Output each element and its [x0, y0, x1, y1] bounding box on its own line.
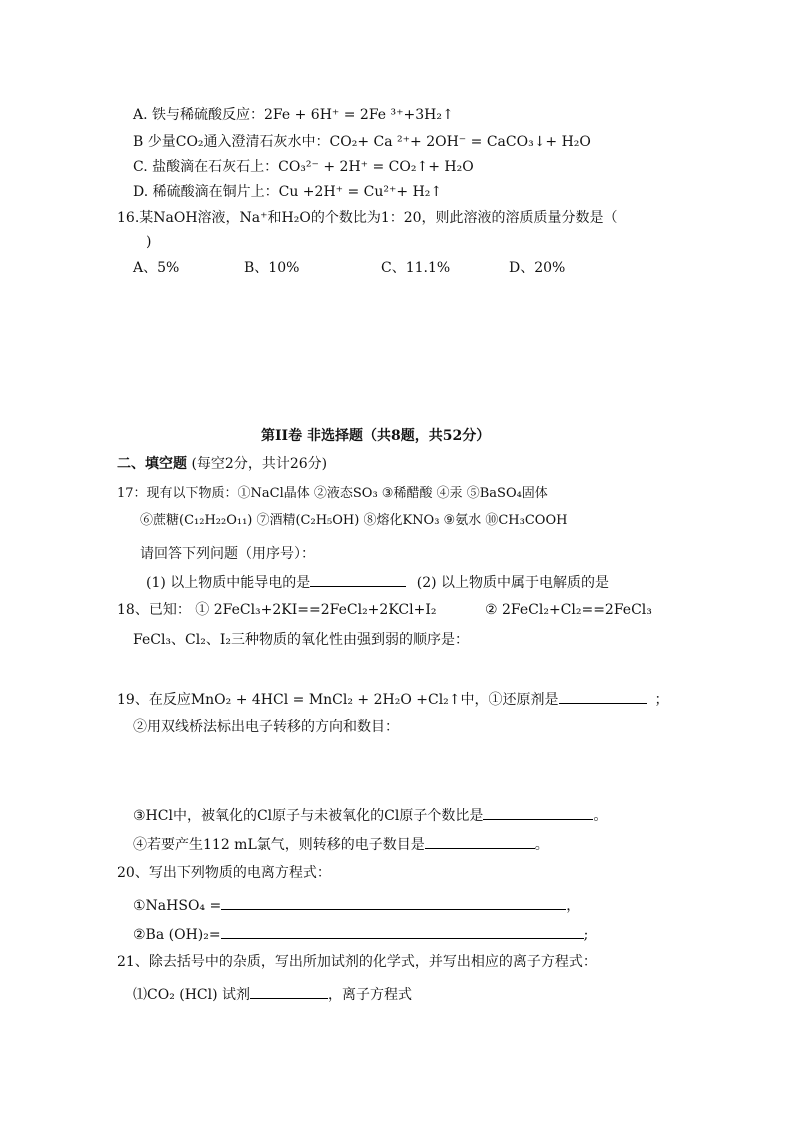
q20-comma: ， [566, 898, 581, 914]
q18-line1: 18、已知： ① 2FeCl₃+2KI==2FeCl₂+2KCl+I₂ [117, 602, 437, 618]
q20-baoh2: ②Ba (OH)₂= [133, 927, 221, 943]
q17-q2: (2) 以上物质中属于电解质的是 [416, 575, 610, 591]
q19-answer-blank-4[interactable] [425, 834, 535, 849]
q16-stem: 16.某NaOH溶液，Na⁺和H₂O的个数比为1：20，则此溶液的溶质质量分数是（ [117, 210, 618, 226]
q16-option-b: B、10% [244, 260, 300, 276]
q21-line1: 21、除去括号中的杂质，写出所加试剂的化学式，并写出相应的离子方程式： [117, 954, 597, 970]
q20-line3 [133, 924, 588, 944]
q18-line2: FeCl₃、Cl₂、I₂三种物质的氧化性由强到弱的顺序是： [133, 632, 469, 648]
q16-option-a: A、5% [133, 260, 180, 276]
q18-line1b: ② 2FeCl₂+Cl₂==2FeCl₃ [485, 602, 652, 618]
q19-period-4: 。 [534, 837, 549, 853]
q19-line2: ②用双线桥法标出电子转移的方向和数目： [133, 719, 399, 735]
q19-line4 [133, 834, 549, 854]
q17-q1: (1) 以上物质中能导电的是 [146, 575, 311, 591]
q19-q1: ①还原剂是 [488, 692, 559, 708]
q17-line4 [146, 572, 609, 592]
q21-answer-blank-1[interactable] [250, 984, 328, 999]
q16-option-c: C、11.1% [381, 260, 451, 276]
q20-answer-blank-2[interactable] [221, 924, 584, 939]
q21-line2 [133, 984, 412, 1004]
q20-line2 [133, 895, 580, 915]
q19-period-3: 。 [593, 808, 608, 824]
option-d: D. 稀硫酸滴在铜片上：Cu +2H⁺ = Cu²⁺+ H₂↑ [133, 184, 443, 200]
q19-line1 [117, 689, 669, 709]
q21-ionic-label: ，离子方程式 [328, 987, 413, 1003]
fill-heading-row [117, 455, 327, 473]
q20-nahso4: ①NaHSO₄ = [133, 898, 222, 914]
q19-answer-blank-1[interactable] [559, 689, 647, 704]
q17-answer-blank-1[interactable] [310, 572, 406, 587]
option-b: B 少量CO₂通入澄清石灰水中：CO₂+ Ca ²⁺+ 2OH⁻ = CaCO₃↓+ H₂O [133, 134, 591, 150]
option-a: A. 铁与稀硫酸反应：2Fe + 6H⁺ = 2Fe ³⁺+3H₂↑ [133, 107, 454, 123]
q17-line3: 请回答下列问题（用序号）： [140, 546, 315, 562]
q20-line1: 20、写出下列物质的电离方程式： [117, 865, 331, 881]
q19-reaction: 19、在反应MnO₂ + 4HCl = MnCl₂ + 2H₂O +Cl₂↑中， [117, 692, 489, 708]
q19-q4: ④若要产生112 mL氯气，则转移的电子数目是 [133, 837, 425, 853]
q16-paren: ) [146, 234, 152, 250]
q19-semicolon: ； [654, 692, 669, 708]
q17-line1: 17：现有以下物质：①NaCl晶体 ②液态SO₃ ③稀醋酸 ④汞 ⑤BaSO₄固体 [117, 486, 548, 501]
part2-heading: 第II卷 非选择题（共8题，共52分） [261, 428, 491, 444]
q20-semicolon: ; [583, 927, 589, 943]
q19-line3 [133, 805, 607, 825]
q20-answer-blank-1[interactable] [221, 895, 566, 910]
q19-q3: ③HCl中，被氧化的Cl原子与未被氧化的Cl原子个数比是 [133, 808, 484, 824]
option-c: C. 盐酸滴在石灰石上：CO₃²⁻ + 2H⁺ = CO₂↑+ H₂O [133, 159, 474, 175]
fill-note: (每空2分，共计26分) [191, 456, 328, 472]
q21-reagent-label: ⑴CO₂ (HCl) 试剂 [133, 987, 251, 1003]
q19-answer-blank-3[interactable] [483, 805, 593, 820]
q16-option-d: D、20% [509, 260, 566, 276]
q17-line2: ⑥蔗糖(C₁₂H₂₂O₁₁) ⑦酒精(C₂H₅OH) ⑧熔化KNO₃ ⑨氨水 ⑩CH₃COOH [140, 513, 568, 528]
fill-heading: 二、填空题 [117, 456, 187, 472]
